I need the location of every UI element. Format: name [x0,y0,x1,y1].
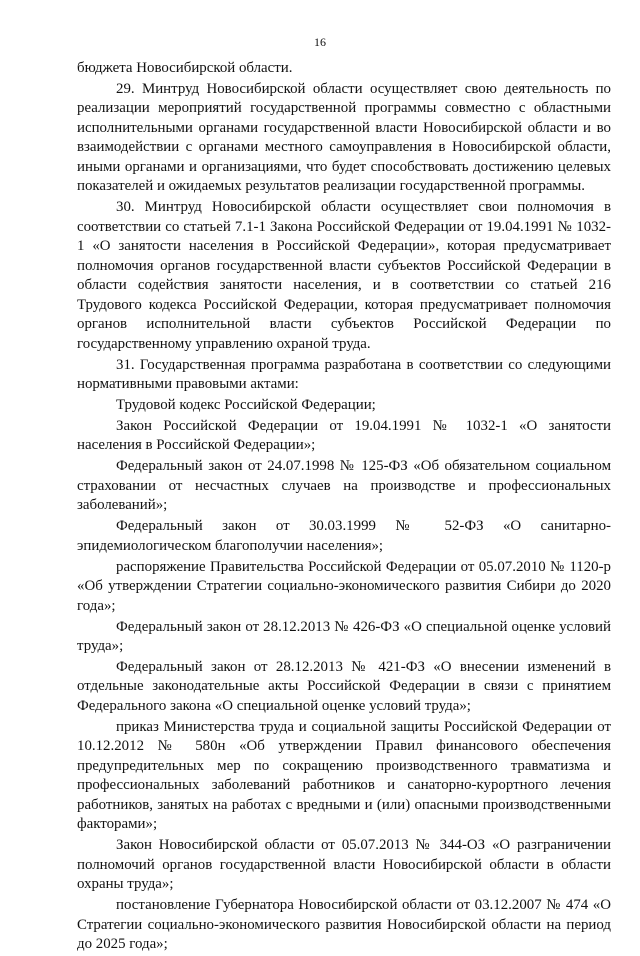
legal-act-474: постановление Губернатора Новосибирской области от 03.12.2007 № 474 «О Стратегии социально-экономического развития Новосибирской области на период до 2025 года»; [77,897,611,953]
page-number: 16 [314,35,326,49]
paragraph-continuation: бюджета Новосибирской области. [77,60,293,76]
legal-act-344-oz: Закон Новосибирской области от 05.07.2013 № 344-ОЗ «О разграничении полномочий органов государственной власти Новосибирской области в области охраны труда»; [77,837,611,893]
legal-act-580n: приказ Министерства труда и социальной защиты Российской Федерации от 10.12.2012 № 580н «Об утверждении Правил финансового обеспечения предупредительных мер по сокращению производственного травматизма и профессиональных заболеваний работников и санаторно-курортного лечения работников, занятых на работах с вредными и (или) опасными производственными факторами»; [77,718,611,833]
body-text [77,59,611,956]
paragraph-item-29: 29. Минтруд Новосибирской области осуществляет свою деятельность по реализации мероприятий государственной программы совместно с областными исполнительными органами государственной власти Новосибирской области и во взаимодействии с органами местного самоуправления в Новосибирской области, иными органами и организациями, что будет способствовать достижению целевых показателей и ожидаемых результатов реализации государственной программы. [77,80,611,195]
paragraph-item-31: 31. Государственная программа разработана в соответствии со следующими нормативными правовыми актами: [77,356,611,393]
legal-act-52-fz: Федеральный закон от 30.03.1999 № 52-ФЗ «О санитарно-эпидемиологическом благополучии населения»; [77,518,611,554]
paragraph-item-30: 30. Минтруд Новосибирской области осуществляет свои полномочия в соответствии со статьей 7.1-1 Закона Российской Федерации от 19.04.1991 № 1032-1 «О занятости населения в Российской Федерации», которая предусматривает полномочия органов государственной власти субъектов Российской Федерации в области содействия занятости населения, и в соответствии со статьей 216 Трудового кодекса Российской Федерации, которая предусматривает полномочия органов исполнительной власти субъектов Российской Федерации по государственному управлению охраной труда. [77,199,611,352]
legal-act-421-fz: Федеральный закон от 28.12.2013 № 421-ФЗ «О внесении изменений в отдельные законодательные акты Российской Федерации в связи с принятием Федерального закона «О специальной оценке условий труда»; [77,658,611,714]
legal-act-1120-r: распоряжение Правительства Российской Федерации от 05.07.2010 № 1120-р «Об утверждении Стратегии социально-экономического развития Сибири до 2020 года»; [77,558,611,614]
legal-act-employment-law: Закон Российской Федерации от 19.04.1991 № 1032-1 «О занятости населения в Российской Федерации»; [77,417,611,454]
legal-act-labor-code: Трудовой кодекс Российской Федерации; [116,397,376,414]
legal-act-125-fz: Федеральный закон от 24.07.1998 № 125-ФЗ «Об обязательном социальном страховании от несчастных случаев на производстве и профессиональных заболеваний»; [77,458,611,514]
legal-act-426-fz: Федеральный закон от 28.12.2013 № 426-ФЗ «О специальной оценке условий труда»; [77,618,611,655]
